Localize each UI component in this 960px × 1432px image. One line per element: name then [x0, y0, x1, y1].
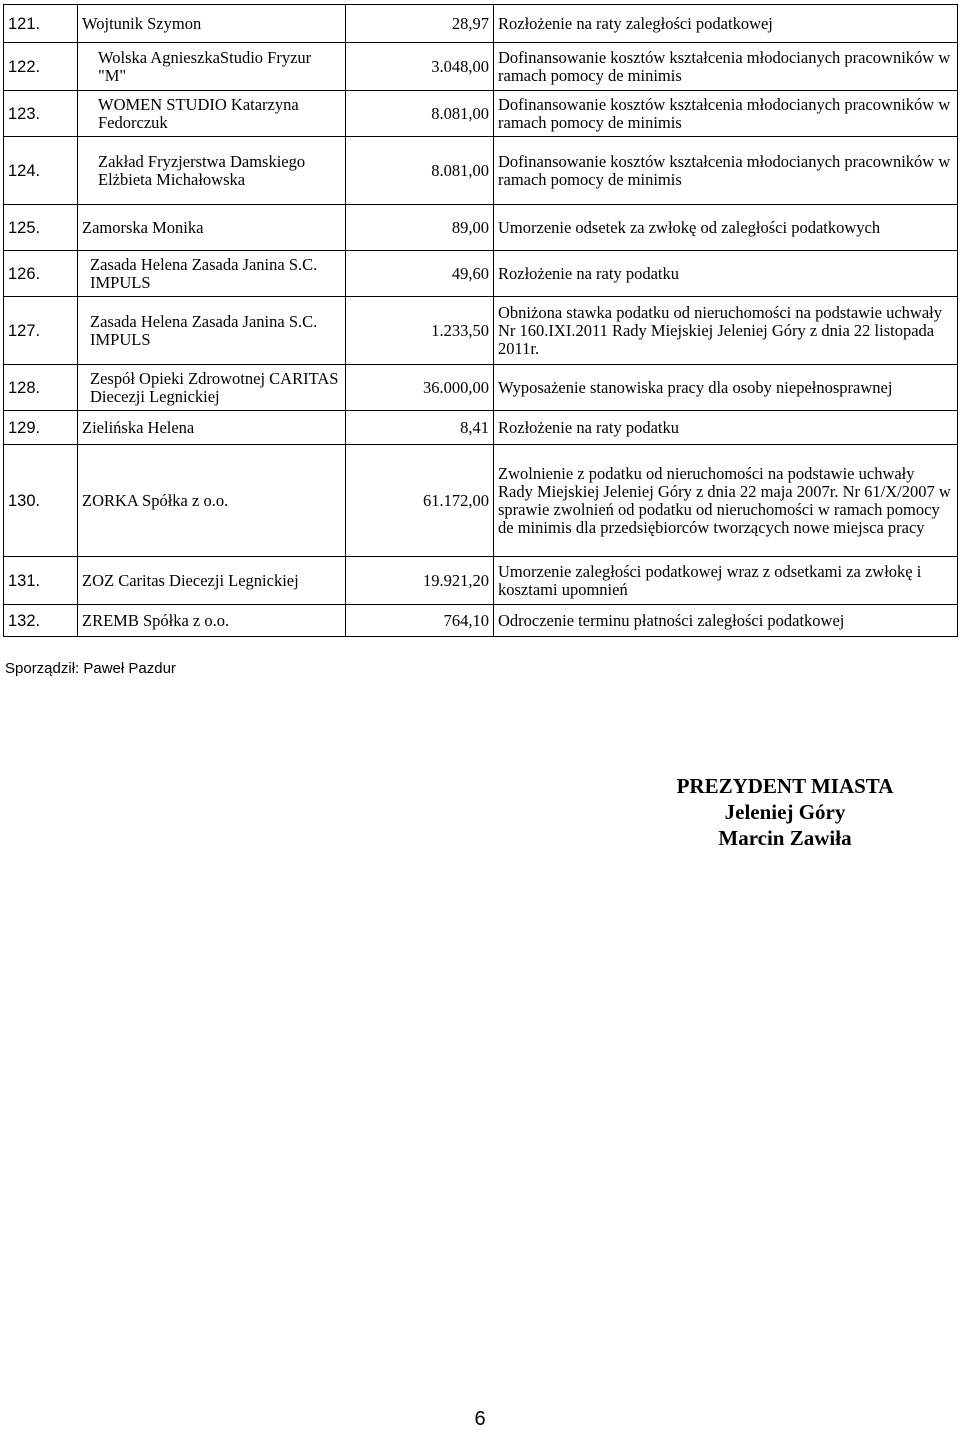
aid-amount: 8.081,00 — [346, 137, 494, 205]
beneficiary-name: Wolska AgnieszkaStudio Fryzur "M" — [78, 43, 346, 91]
aid-description: Rozłożenie na raty podatku — [494, 411, 958, 445]
aid-table — [3, 4, 958, 637]
table-row — [4, 91, 958, 137]
beneficiary-name: Wojtunik Szymon — [78, 5, 346, 43]
aid-amount: 19.921,20 — [346, 557, 494, 605]
aid-amount: 8.081,00 — [346, 91, 494, 137]
row-number: 124. — [4, 137, 78, 205]
row-number: 132. — [4, 605, 78, 637]
aid-description: Dofinansowanie kosztów kształcenia młodocianych pracowników w ramach pomocy de minimis — [494, 91, 958, 137]
aid-amount: 36.000,00 — [346, 365, 494, 411]
signature-city: Jeleniej Góry — [724, 800, 846, 824]
aid-amount: 764,10 — [346, 605, 494, 637]
signature-block — [640, 773, 930, 851]
row-number: 125. — [4, 205, 78, 251]
table-row — [4, 297, 958, 365]
beneficiary-name: Zespół Opieki Zdrowotnej CARITAS Diecezji Legnickiej — [78, 365, 346, 411]
row-number: 122. — [4, 43, 78, 91]
aid-description: Dofinansowanie kosztów kształcenia młodocianych pracowników w ramach pomocy de minimis — [494, 137, 958, 205]
beneficiary-name: ZOZ Caritas Diecezji Legnickiej — [78, 557, 346, 605]
row-number: 129. — [4, 411, 78, 445]
aid-description: Obniżona stawka podatku od nieruchomości na podstawie uchwały Nr 160.IXI.2011 Rady Miejskiej Jeleniej Góry z dnia 22 listopada 2011r. — [494, 297, 958, 365]
beneficiary-name: Zielińska Helena — [78, 411, 346, 445]
aid-description: Umorzenie odsetek za zwłokę od zaległości podatkowych — [494, 205, 958, 251]
aid-amount: 8,41 — [346, 411, 494, 445]
aid-amount: 28,97 — [346, 5, 494, 43]
row-number: 121. — [4, 5, 78, 43]
row-number: 126. — [4, 251, 78, 297]
row-number: 131. — [4, 557, 78, 605]
table-row — [4, 445, 958, 557]
signature-title: PREZYDENT MIASTA — [676, 774, 894, 798]
aid-amount: 61.172,00 — [346, 445, 494, 557]
table-row — [4, 137, 958, 205]
beneficiary-name: Zasada Helena Zasada Janina S.C. IMPULS — [78, 251, 346, 297]
table-row — [4, 605, 958, 637]
aid-description: Odroczenie terminu płatności zaległości podatkowej — [494, 605, 958, 637]
aid-description: Dofinansowanie kosztów kształcenia młodocianych pracowników w ramach pomocy de minimis — [494, 43, 958, 91]
table-row — [4, 5, 958, 43]
aid-amount: 49,60 — [346, 251, 494, 297]
aid-amount: 3.048,00 — [346, 43, 494, 91]
aid-description: Wyposażenie stanowiska pracy dla osoby niepełnosprawnej — [494, 365, 958, 411]
aid-description: Rozłożenie na raty podatku — [494, 251, 958, 297]
beneficiary-name: ZORKA Spółka z o.o. — [78, 445, 346, 557]
aid-amount: 89,00 — [346, 205, 494, 251]
beneficiary-name: Zasada Helena Zasada Janina S.C. IMPULS — [78, 297, 346, 365]
page-number: 6 — [474, 1408, 486, 1430]
beneficiary-name: Zakład Fryzjerstwa Damskiego Elżbieta Michałowska — [78, 137, 346, 205]
row-number: 130. — [4, 445, 78, 557]
table-row — [4, 251, 958, 297]
row-number: 128. — [4, 365, 78, 411]
table-row — [4, 365, 958, 411]
aid-description: Umorzenie zaległości podatkowej wraz z odsetkami za zwłokę i kosztami upomnień — [494, 557, 958, 605]
prepared-by: Sporządził: Paweł Pazdur — [5, 660, 176, 677]
aid-description: Zwolnienie z podatku od nieruchomości na podstawie uchwały Rady Miejskiej Jeleniej Góry z dnia 22 maja 2007r. Nr 61/X/2007 w sprawie zwolnień od podatku od nieruchomości w ramach pomocy de minimis dla przedsiębiorców tworzących nowe miejsca pracy — [494, 445, 958, 557]
beneficiary-name: WOMEN STUDIO Katarzyna Fedorczuk — [78, 91, 346, 137]
aid-amount: 1.233,50 — [346, 297, 494, 365]
table-row — [4, 205, 958, 251]
beneficiary-name: Zamorska Monika — [78, 205, 346, 251]
aid-description: Rozłożenie na raty zaległości podatkowej — [494, 5, 958, 43]
row-number: 127. — [4, 297, 78, 365]
table-row — [4, 557, 958, 605]
signature-name: Marcin Zawiła — [718, 826, 852, 850]
row-number: 123. — [4, 91, 78, 137]
beneficiary-name: ZREMB Spółka z o.o. — [78, 605, 346, 637]
table-row — [4, 411, 958, 445]
table-row — [4, 43, 958, 91]
